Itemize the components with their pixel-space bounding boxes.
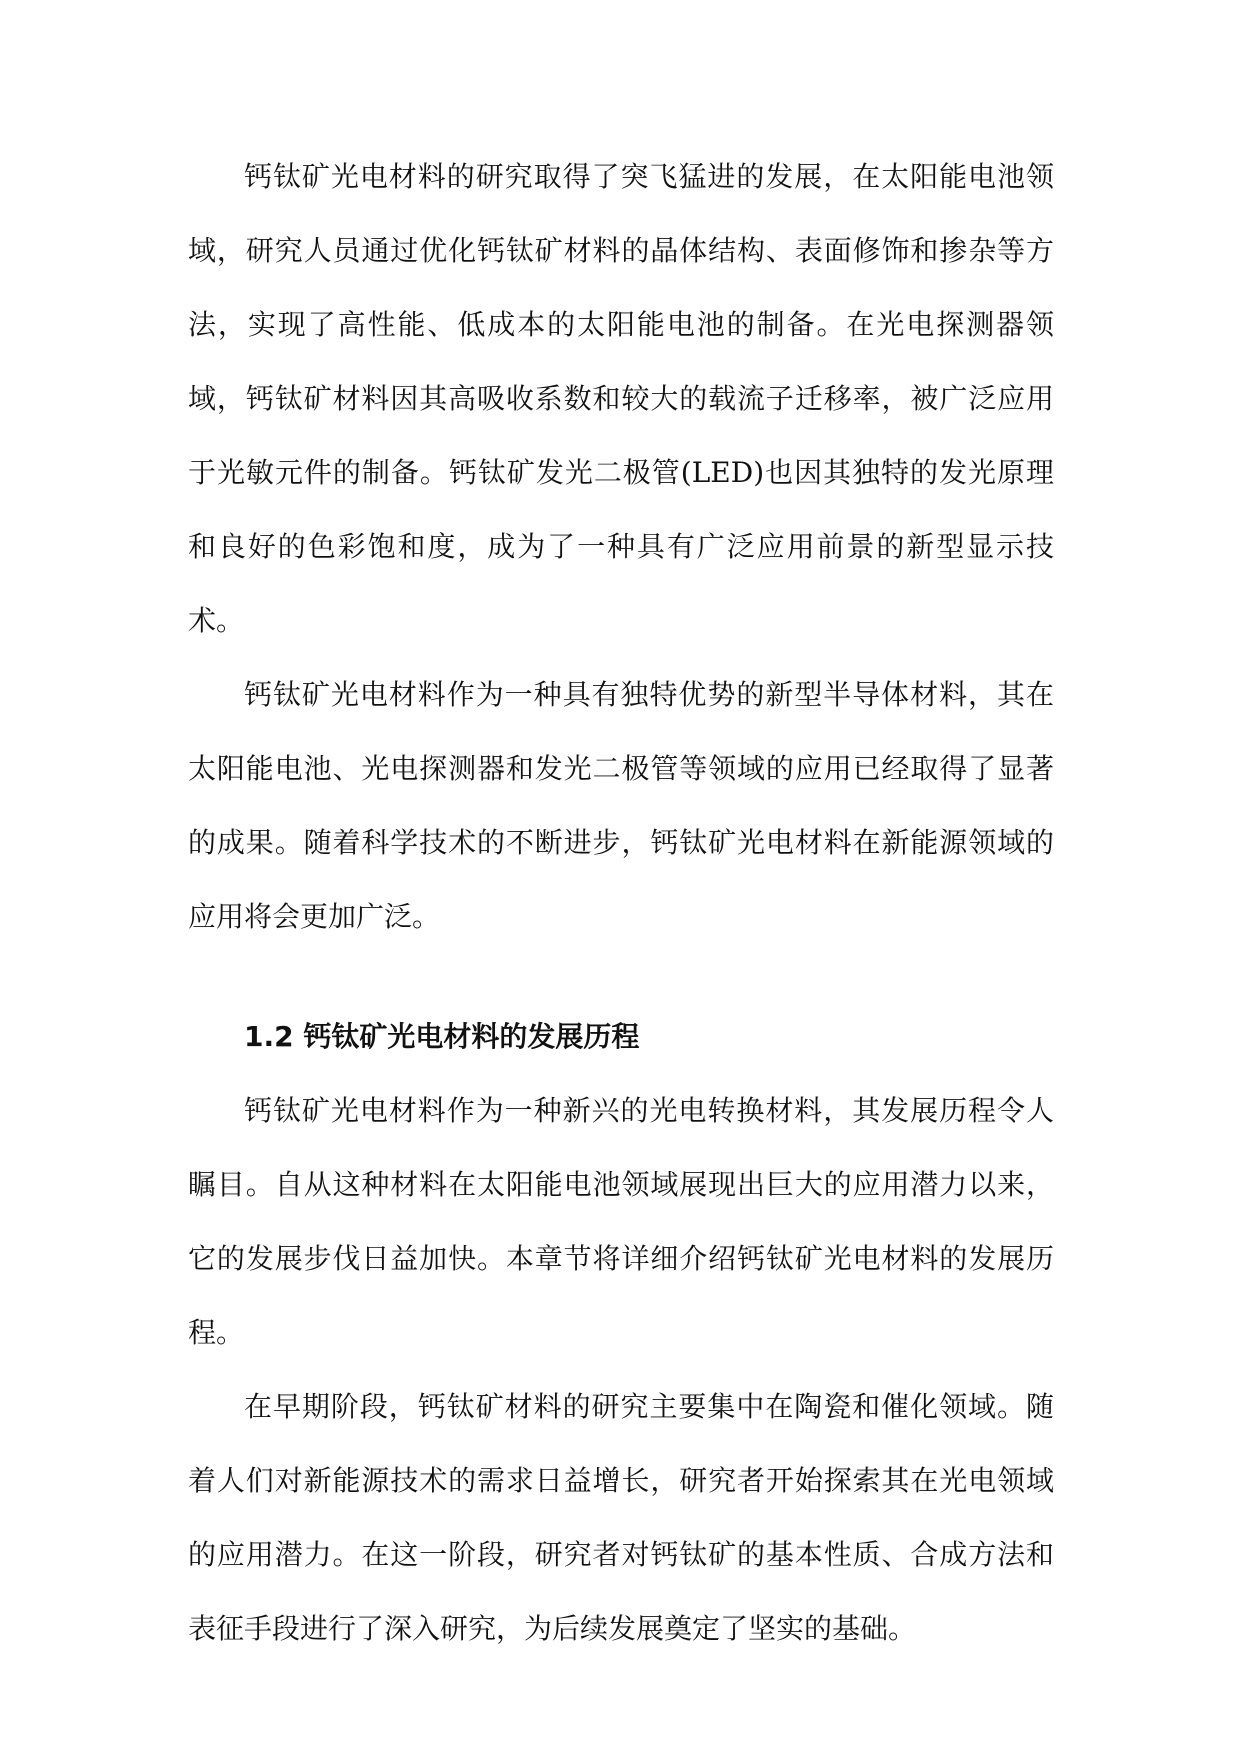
paragraph-section-1: 钙钛矿光电材料作为一种新兴的光电转换材料，其发展历程令人瞩目。自从这种材料在太阳能电池领域展现出巨大的应用潜力以来，它的发展步伐日益加快。本章节将详细介绍钙钛矿光电材料的发展历程。	[188, 1094, 1054, 1349]
paragraph-section-2: 在早期阶段，钙钛矿材料的研究主要集中在陶瓷和催化领域。随着人们对新能源技术的需求日益增长，研究者开始探索其在光电领域的应用潜力。在这一阶段，研究者对钙钛矿的基本性质、合成方法和表征手段进行了深入研究，为后续发展奠定了坚实的基础。	[188, 1390, 1054, 1645]
document-body	[188, 140, 1054, 1666]
section-heading: 1.2 钙钛矿光电材料的发展历程	[244, 1020, 640, 1053]
paragraph-intro-2: 钙钛矿光电材料作为一种具有独特优势的新型半导体材料，其在太阳能电池、光电探测器和发光二极管等领域的应用已经取得了显著的成果。随着科学技术的不断进步，钙钛矿光电材料在新能源领域的应用将会更加广泛。	[188, 678, 1054, 933]
paragraph-intro-1: 钙钛矿光电材料的研究取得了突飞猛进的发展，在太阳能电池领域，研究人员通过优化钙钛矿材料的晶体结构、表面修饰和掺杂等方法，实现了高性能、低成本的太阳能电池的制备。在光电探测器领域，钙钛矿材料因其高吸收系数和较大的载流子迁移率，被广泛应用于光敏元件的制备。钙钛矿发光二极管(LED)也因其独特的发光原理和良好的色彩饱和度，成为了一种具有广泛应用前景的新型显示技术。	[188, 160, 1054, 637]
